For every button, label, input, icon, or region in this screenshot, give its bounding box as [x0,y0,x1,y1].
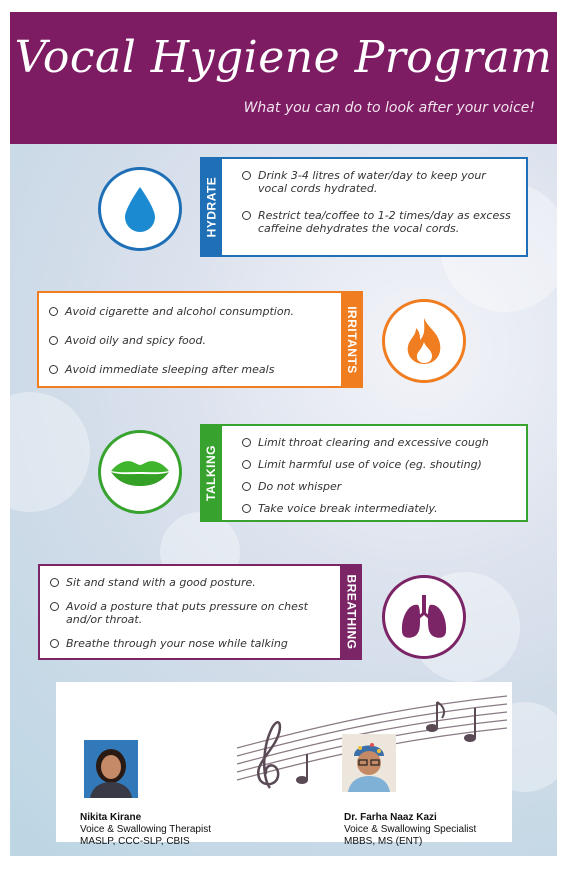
list-item: Avoid a posture that puts pressure on chest and/or throat. [50,600,320,626]
irritants-icon-circle [382,299,466,383]
hydrate-tab-label: HYDRATE [204,176,218,238]
page-title: Vocal Hygiene Program [14,32,553,83]
person-role: Voice & Swallowing Therapist [80,824,211,835]
talking-list [242,436,522,515]
list-item: Drink 3-4 litres of water/day to keep your vocal cords hydrated. [242,169,518,195]
irritants-list [49,305,335,376]
talking-tab [200,424,222,522]
list-item: Restrict tea/coffee to 1-2 times/day as excess caffeine dehydrates the vocal cords. [242,209,518,235]
talking-tab-label: TALKING [204,445,218,501]
irritants-box [37,291,363,388]
hydrate-list [242,169,518,235]
person-name: Nikita Kirane [80,812,142,823]
breathing-tab-label: BREATHING [344,574,359,650]
breathing-tab [340,564,362,660]
hydrate-icon-circle [98,167,182,251]
irritants-tab-label: IRRITANTS [345,305,360,374]
list-item: Avoid cigarette and alcohol consumption. [49,305,335,318]
bokeh-decoration [10,392,90,512]
list-item: Avoid immediate sleeping after meals [49,363,335,376]
avatar [84,740,138,798]
list-item: Sit and stand with a good posture. [50,576,320,589]
list-item: Take voice break intermediately. [242,502,522,515]
breathing-icon-circle [382,575,466,659]
lungs-icon [399,593,449,641]
person-role: Voice & Swallowing Specialist [344,824,477,835]
talking-icon-circle [98,430,182,514]
water-drop-icon [120,184,160,234]
breathing-list [50,576,320,650]
footer-credits [56,682,512,847]
page-subtitle: What you can do to look after your voice! [243,100,535,116]
list-item: Limit throat clearing and excessive cough [242,436,522,449]
talking-box [200,424,528,522]
person-name: Dr. Farha Naaz Kazi [344,812,437,823]
person-credentials: MASLP, CCC-SLP, CBIS [80,836,190,847]
list-item: Breathe through your nose while talking [50,637,320,650]
header-banner [10,12,557,144]
list-item: Avoid oily and spicy food. [49,334,335,347]
list-item: Limit harmful use of voice (eg. shouting) [242,458,522,471]
poster [10,12,557,856]
avatar [342,734,396,792]
hydrate-box [200,157,528,257]
irritants-tab [341,291,363,388]
list-item: Do not whisper [242,480,522,493]
hydrate-tab [200,157,222,257]
breathing-box [38,564,362,660]
flame-icon [402,316,446,366]
person-credentials: MBBS, MS (ENT) [344,836,423,847]
lips-icon [109,457,171,487]
